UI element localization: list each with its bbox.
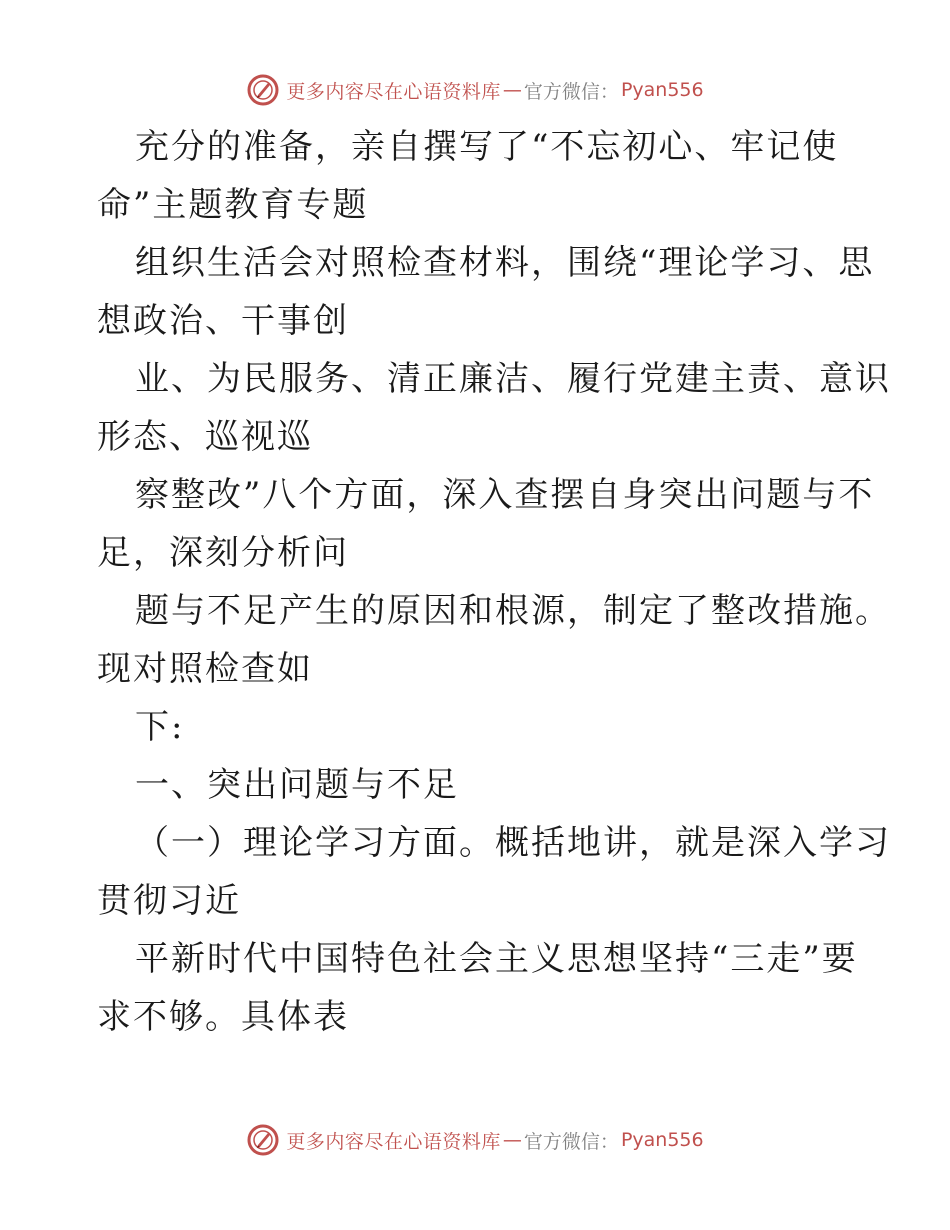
paragraph-line: 足，深刻分析问 <box>97 533 349 573</box>
paragraph-line: 现对照检查如 <box>97 649 313 689</box>
paragraph-line: 充分的准备，亲自撰写了“不忘初心、牢记使 <box>135 127 839 167</box>
watermark-dash: — <box>502 1129 522 1151</box>
paragraph-line: 贯彻习近 <box>97 881 241 921</box>
paragraph-line: 想政治、干事创 <box>97 301 349 341</box>
watermark-official-label: 官方微信： <box>523 1130 619 1153</box>
paragraph-line: 察整改”八个方面，深入查摆自身突出问题与不 <box>135 475 875 515</box>
section-heading: 一、突出问题与不足 <box>135 765 459 805</box>
footer-watermark <box>0 1120 950 1160</box>
paragraph-line: 平新时代中国特色社会主义思想坚持“三走”要 <box>135 939 858 979</box>
paragraph-line: 题与不足产生的原因和根源，制定了整改措施。 <box>135 591 891 631</box>
paragraph-line: 求不够。具体表 <box>97 997 349 1037</box>
watermark-wechat-id: Pyan556 <box>620 79 704 101</box>
paragraph-line: 形态、巡视巡 <box>97 417 313 457</box>
pen-nib-circle-icon <box>246 1123 280 1157</box>
header-watermark <box>0 70 950 110</box>
paragraph-line: 下: <box>135 707 185 747</box>
watermark-text: 更多内容尽在心语资料库 <box>286 1130 501 1153</box>
watermark-dash: — <box>502 79 522 101</box>
paragraph-line: 业、为民服务、清正廉洁、履行党建主责、意识 <box>135 359 891 399</box>
pen-nib-circle-icon <box>246 73 280 107</box>
watermark-wechat-id: Pyan556 <box>620 1129 704 1151</box>
paragraph-line: （一）理论学习方面。概括地讲，就是深入学习 <box>135 823 891 863</box>
watermark-official-label: 官方微信： <box>523 80 619 103</box>
document-body <box>97 118 891 1046</box>
paragraph-line: 命”主题教育专题 <box>97 185 369 225</box>
watermark-text: 更多内容尽在心语资料库 <box>286 80 501 103</box>
paragraph-line: 组织生活会对照检查材料，围绕“理论学习、思 <box>135 243 875 283</box>
